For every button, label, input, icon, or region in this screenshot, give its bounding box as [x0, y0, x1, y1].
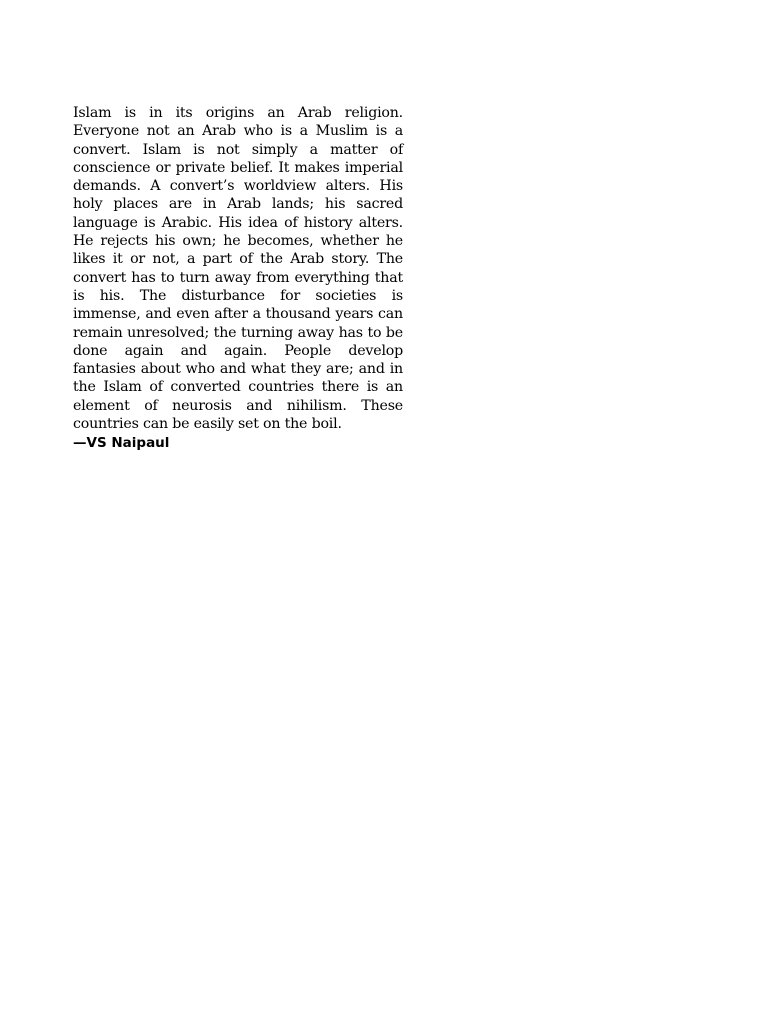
quote-text: Islam is in its origins an Arab religion. Everyone not an Arab who is a Muslim is a convert. Islam is not simply a matter of conscience or private belief. It makes imperial demands. A convert’s worldview alters. His holy places are in Arab lands; his sacred language is Arabic. His idea of history alters. He rejects his own; he becomes, whether he likes it or not, a part of the Arab story. The convert has to turn away from everything that is his. The disturbance for societies is immense, and even after a thousand years can remain unresolved; the turning away has to be done again and again. People develop fantasies about who and what they are; and in the Islam of converted countries there is an element of neurosis and nihilism. These countries can be easily set on the boil. — [73, 105, 403, 433]
quote-attribution: —VS Naipaul — [73, 435, 170, 452]
quote-block — [73, 104, 403, 452]
